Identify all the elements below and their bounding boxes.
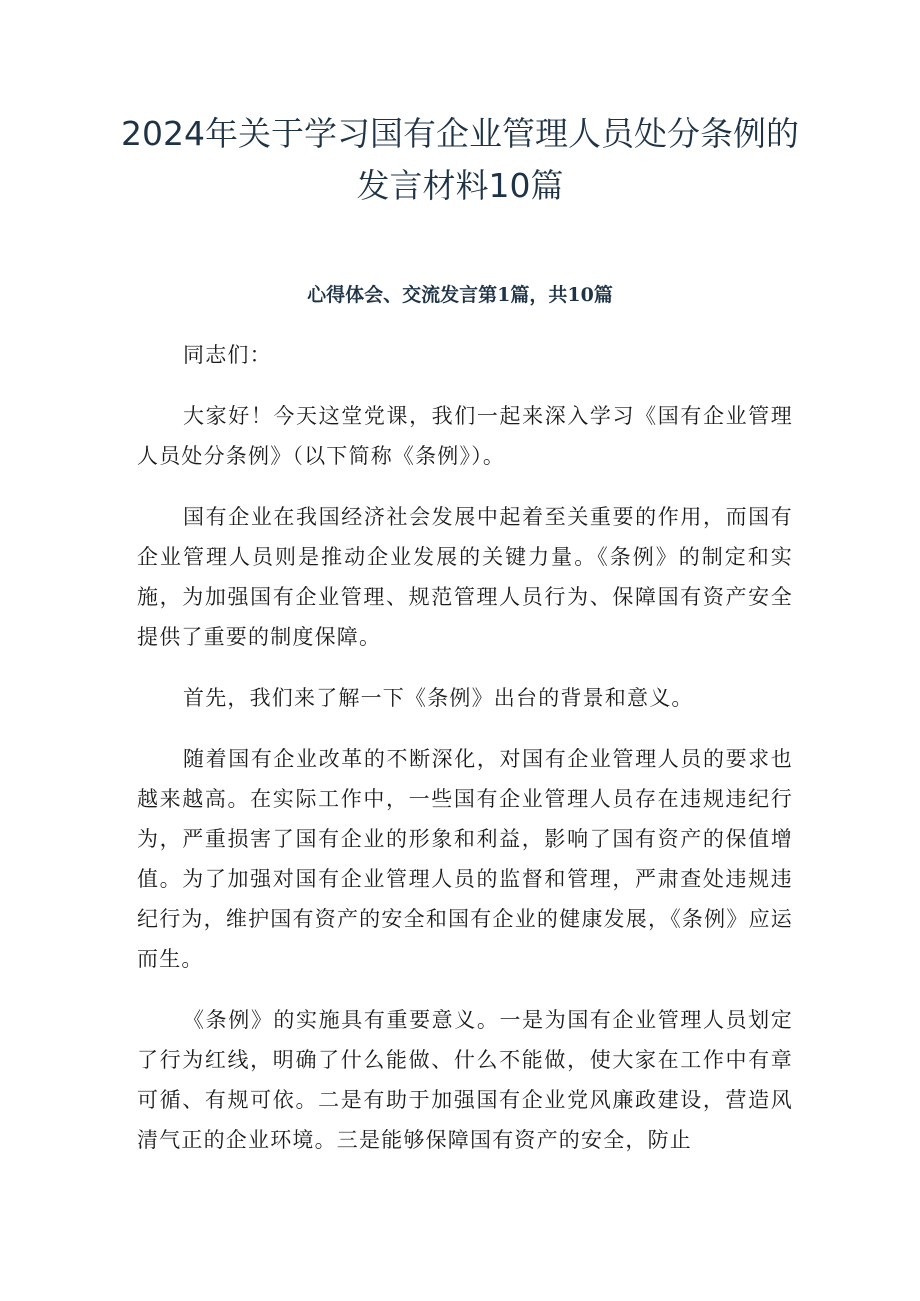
paragraph-intro: 国有企业在我国经济社会发展中起着至关重要的作用，而国有企业管理人员则是推动企业发展的关键力量。《条例》的制定和实施，为加强国有企业管理、规范管理人员行为、保障国有资产安全提供了重要的制度保障。	[137, 505, 793, 649]
paragraph-greeting: 大家好！今天这堂党课，我们一起来深入学习《国有企业管理人员处分条例》（以下简称《条例》）。	[137, 404, 793, 468]
paragraph-significance: 《条例》的实施具有重要意义。一是为国有企业管理人员划定了行为红线，明确了什么能做、什么不能做，使大家在工作中有章可循、有规可依。二是有助于加强国有企业党风廉政建设，营造风清气正的企业环境。三是能够保障国有资产的安全，防止	[137, 1008, 793, 1152]
document-title: 2024年关于学习国有企业管理人员处分条例的发言材料10篇	[121, 114, 799, 205]
section-heading: 心得体会、交流发言第1篇，共10篇	[307, 284, 613, 306]
paragraph-background: 随着国有企业改革的不断深化，对国有企业管理人员的要求也越来越高。在实际工作中，一些国有企业管理人员存在违规违纪行为，严重损害了国有企业的形象和利益，影响了国有资产的保值增值。为了加强对国有企业管理人员的监督和管理，严肃查处违规违纪行为，维护国有资产的安全和国有企业的健康发展，《条例》应运而生。	[137, 747, 793, 971]
paragraph-background-lead: 首先，我们来了解一下《条例》出台的背景和意义。	[183, 686, 694, 710]
paragraph-salutation: 同志们：	[183, 343, 272, 367]
document-body	[137, 335, 793, 1160]
